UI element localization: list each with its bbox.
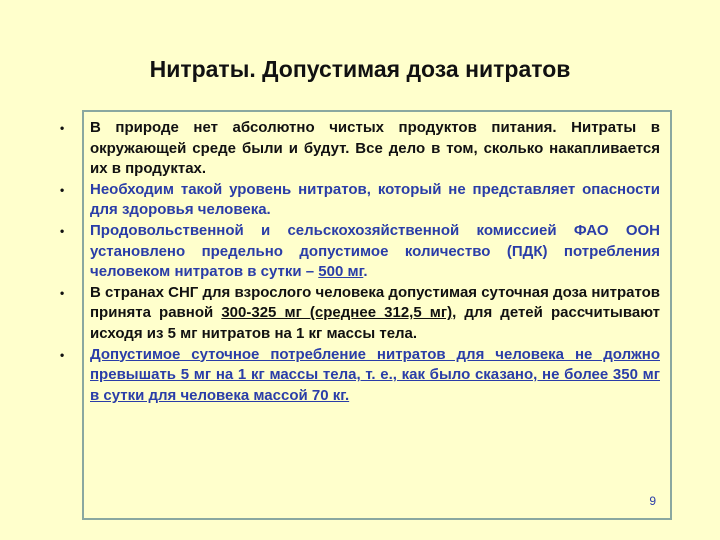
bullet-item-2 [60, 180, 660, 221]
bullet-text-4b: , для детей рассчитывают исходя из 5 мг нитратов на 1 кг массы тела. [90, 304, 661, 342]
bullet-list [60, 118, 661, 406]
slide-title: Нитраты. Допустимая доза нитратов [149, 56, 571, 82]
bullet-text-1: В природе нет абсолютно чистых продуктов питания. Нитраты в окружающей среде были и будут. Все дело в том, сколько накапливается их в продуктах. [90, 119, 660, 178]
bullet-dot-icon: • [60, 121, 65, 135]
bullet-item-4 [60, 283, 661, 345]
bullet-text-3: Продовольственной и сельскохозяйственной комиссией ФАО ООН установлено предельно допустимое количество (ПДК) потребления человеком нитратов в сутки – [90, 221, 660, 281]
bullet-text-5: Допустимое суточное потребление нитратов для человека не должно превышать 5 мг на 1 кг массы тела, т. е., как было сказано, не более 350 мг в сутки для человека массой 70 кг. [90, 345, 660, 404]
bullet-item-3 [60, 221, 660, 283]
bullet-dot-icon: • [60, 223, 65, 238]
bullet-dot-icon: • [60, 347, 65, 362]
nitrate-limit-value: 500 мг [318, 263, 364, 281]
bullet-dot-icon: • [60, 285, 65, 300]
bullet-text-3-end: . [363, 263, 368, 281]
content-box [60, 110, 672, 520]
bullet-item-5 [60, 345, 660, 407]
bullet-text-4a: В странах СНГ для взрослого человека допустимая суточная доза нитратов принята равной [90, 283, 660, 322]
bullet-item-1 [60, 118, 660, 180]
daily-dose-value: 300-325 мг (среднее 312,5 мг) [221, 304, 453, 322]
bullet-dot-icon: • [60, 182, 65, 197]
page-number: 9 [649, 494, 656, 508]
bullet-text-2: Необходим такой уровень нитратов, который не представляет опасности для здоровья человека. [90, 180, 660, 219]
